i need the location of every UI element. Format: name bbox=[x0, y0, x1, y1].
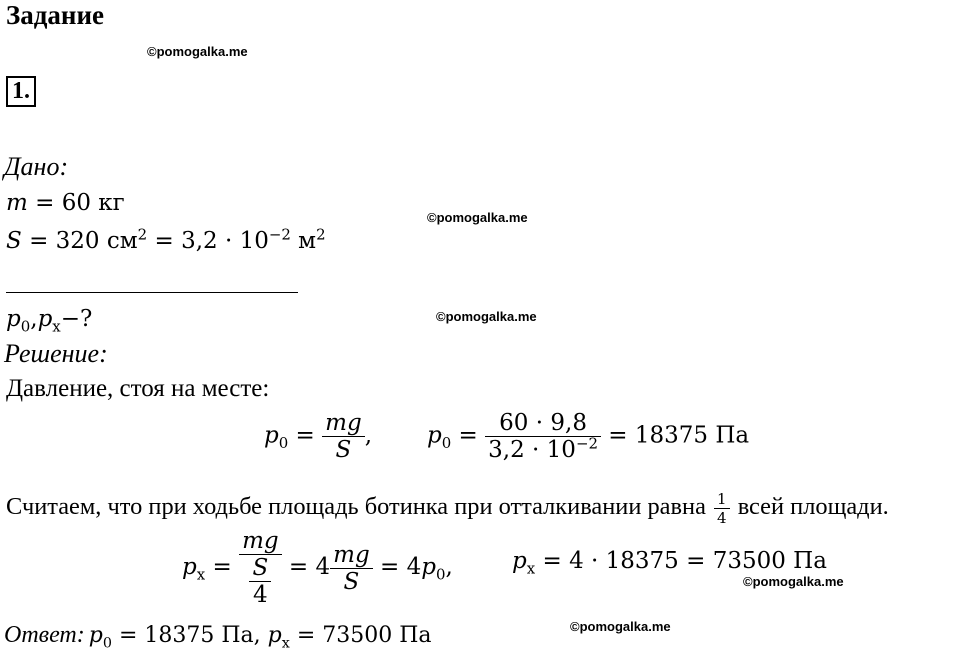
p-sub-0: 0 bbox=[20, 317, 31, 336]
p-symbol: p bbox=[267, 623, 282, 648]
fraction-denominator: S bbox=[322, 436, 365, 463]
area-exp-cm: 2 bbox=[137, 225, 148, 244]
area-exp-m: 2 bbox=[316, 225, 326, 244]
p-symbol: p bbox=[37, 306, 53, 332]
p-symbol: p bbox=[427, 422, 442, 449]
fraction bbox=[239, 528, 282, 608]
answer-p0: = 18375 Па, bbox=[111, 623, 261, 648]
comma: , bbox=[364, 422, 373, 449]
given-area bbox=[6, 225, 326, 254]
watermark: ©pomogalka.me bbox=[436, 309, 537, 324]
answer-label: Ответ: bbox=[4, 622, 85, 648]
fraction-numerator: mg bbox=[325, 410, 362, 436]
fraction bbox=[485, 410, 601, 463]
p-sub-0: 0 bbox=[102, 635, 112, 651]
find-question: −? bbox=[60, 306, 93, 332]
given-label: Дано: bbox=[4, 152, 69, 181]
denominator-base: 3,2 · 10 bbox=[488, 437, 576, 463]
formula-p0-numeric bbox=[427, 410, 749, 463]
watermark: ©pomogalka.me bbox=[147, 44, 248, 59]
solution-label: Решение: bbox=[4, 339, 108, 368]
fraction-denominator: S bbox=[330, 568, 373, 595]
p-sub-x: x bbox=[52, 317, 61, 336]
area-symbol: S bbox=[6, 228, 22, 254]
watermark: ©pomogalka.me bbox=[570, 619, 671, 634]
mass-symbol: m bbox=[6, 190, 28, 216]
p-symbol: p bbox=[421, 554, 436, 580]
fraction-numerator: 60 · 9,8 bbox=[499, 410, 587, 436]
formula-px-general bbox=[182, 528, 453, 608]
result-px: = 4 · 18375 = 73500 Па bbox=[535, 548, 827, 574]
find-line bbox=[6, 306, 93, 336]
fraction bbox=[322, 410, 365, 463]
equals: = bbox=[205, 554, 240, 580]
nested-denominator: 4 bbox=[249, 581, 271, 608]
p-symbol: p bbox=[88, 623, 103, 648]
fraction-numerator: mg bbox=[333, 541, 370, 568]
p-symbol: p bbox=[6, 306, 21, 332]
nested-fraction bbox=[249, 555, 271, 608]
equals-four: = 4 bbox=[281, 554, 331, 580]
denominator-exponent: −2 bbox=[575, 434, 598, 453]
formula-px-numeric bbox=[512, 548, 827, 578]
area-exp-power: −2 bbox=[268, 225, 291, 244]
p-sub-x: x bbox=[281, 635, 290, 651]
p-symbol: p bbox=[264, 422, 279, 449]
area-unit-m: м bbox=[290, 228, 317, 254]
fraction bbox=[330, 542, 373, 595]
equals-four: = 4 bbox=[372, 554, 422, 580]
p-sub-x: x bbox=[196, 565, 206, 584]
solution-text-2 bbox=[6, 490, 889, 527]
fraction-denominator: 4 bbox=[714, 508, 730, 527]
p-symbol: p bbox=[182, 554, 197, 580]
fraction-numerator: 1 bbox=[717, 490, 727, 508]
p-sub-x: x bbox=[526, 559, 536, 578]
equals: = bbox=[288, 422, 323, 449]
mass-value: = 60 кг bbox=[27, 190, 125, 216]
solution-text-2b: всей площади. bbox=[737, 493, 889, 521]
task-number-box: 1. bbox=[6, 76, 36, 107]
equals: = bbox=[451, 422, 486, 449]
solution-text-1: Давление, стоя на месте: bbox=[6, 375, 270, 402]
area-value-m: = 3,2 · 10 bbox=[147, 228, 269, 254]
comma: , bbox=[445, 554, 453, 580]
fraction-quarter bbox=[714, 490, 730, 527]
given-mass bbox=[6, 190, 125, 216]
p-sub-0: 0 bbox=[278, 434, 289, 453]
watermark: ©pomogalka.me bbox=[743, 574, 844, 589]
fraction-denominator bbox=[239, 554, 282, 608]
formula-p0-general bbox=[264, 410, 372, 463]
nested-numerator: S bbox=[252, 555, 269, 581]
find-comma: , bbox=[30, 306, 38, 332]
watermark: ©pomogalka.me bbox=[427, 210, 528, 225]
answer-line bbox=[4, 622, 432, 649]
fraction-denominator bbox=[485, 436, 601, 463]
area-value-cm: = 320 см bbox=[21, 228, 138, 254]
p-sub-0: 0 bbox=[441, 434, 452, 453]
p-sub-0: 0 bbox=[435, 565, 446, 584]
answer-px: = 73500 Па bbox=[289, 623, 432, 648]
solution-text-2a: Считаем, что при ходьбе площадь ботинка при отталкивании равна bbox=[6, 493, 706, 521]
divider-line bbox=[6, 292, 298, 293]
result-p0: = 18375 Па bbox=[600, 422, 750, 449]
fraction-numerator: mg bbox=[242, 528, 279, 554]
page-title: Задание bbox=[6, 0, 105, 30]
p-symbol: p bbox=[512, 548, 527, 574]
answer-values bbox=[88, 623, 432, 651]
